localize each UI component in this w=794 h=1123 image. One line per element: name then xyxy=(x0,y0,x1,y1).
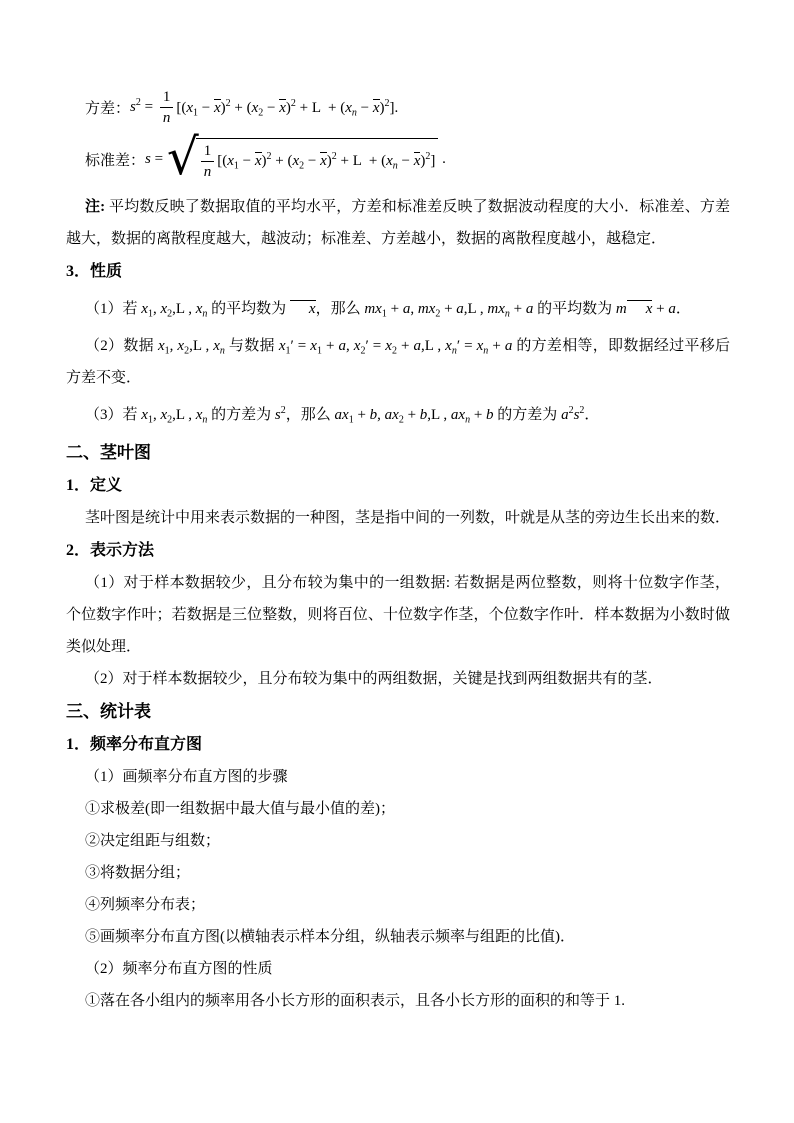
heading-definition: 1．定义 xyxy=(66,477,123,494)
histogram-property-1: ①落在各小组内的频率用各小长方形的面积表示，且各小长方形的面积的和等于 1. xyxy=(85,993,626,1009)
histogram-step-1: ①求极差(即一组数据中最大值与最小值的差)； xyxy=(85,801,395,817)
document-content xyxy=(66,86,730,1017)
histogram-steps-intro: （1）画频率分布直方图的步骤 xyxy=(85,769,288,785)
heading-properties: 3．性质 xyxy=(66,263,123,280)
heading-section-stem-leaf: 二、茎叶图 xyxy=(66,443,151,462)
property-item-2: （2）数据 $x_1$, $x_2,L$ , $x_n$ 与数据 $x_1' = x_1 + a$, $x_2' = x_2 + a,L$ , $x_n' = x_n + a$ 的方差相等，即数据经过平移后方差不变． xyxy=(66,338,730,386)
method-item-1: （1）对于样本数据较少，且分布较为集中的一组数据: 若数据是两位整数，则将十位数字作茎，个位数字作叶；若数据是三位整数，则将百位、十位数字作茎，个位数字作叶．样本数据为小数时做类似处理． xyxy=(66,575,730,655)
property-item-3: （3）若 $x_1$, $x_2,L$ , $x_n$ 的方差为 $s^2$，那么 $ax_1 + b$, $ax_2 + b,L$ , $ax_n + b$ 的方差为 $a^2s^2$． xyxy=(85,405,600,426)
property-item-1: （1）若 $x_1$, $x_2,L$ , $x_n$ 的平均数为 x，那么 $mx_1 + a$, $mx_2 + a,L$ , $mx_n + a$ 的平均数为 m x + a． xyxy=(85,301,691,320)
histogram-step-3: ③将数据分组； xyxy=(85,865,191,881)
histogram-step-4: ④列频率分布表； xyxy=(85,897,206,913)
histogram-properties-intro: （2）频率分布直方图的性质 xyxy=(85,961,273,977)
heading-frequency-histogram: 1．频率分布直方图 xyxy=(66,736,203,753)
method-item-2: （2）对于样本数据较少，且分布较为集中的两组数据，关键是找到两组数据共有的茎． xyxy=(85,671,663,687)
stddev-formula-line: 标准差： s = √ $\frac{1}{n}$ $[(x_1 - x)^2 + (x_2 - x)^2 + L + (x_n - x)^2]$ . xyxy=(85,128,446,186)
heading-section-statistical-tables: 三、统计表 xyxy=(66,702,151,721)
variance-formula-line: 方差： $s^2$ = $\frac{1}{n}$ $[(x_1 - x)^2 + (x_2 - x)^2 + L + (x_n - x)^2]$. xyxy=(85,89,399,126)
heading-representation-method: 2．表示方法 xyxy=(66,542,155,559)
definition-paragraph: 茎叶图是统计中用来表示数据的一种图，茎是指中间的一列数，叶就是从茎的旁边生长出来的数． xyxy=(85,510,731,526)
note-paragraph: 注: 平均数反映了数据取值的平均水平，方差和标准差反映了数据波动程度的大小．标准差、方差越大，数据的离散程度越大，越波动；标准差、方差越小，数据的离散程度越小，越稳定． xyxy=(66,199,730,247)
histogram-step-2: ②决定组距与组数； xyxy=(85,833,221,849)
histogram-step-5: ⑤画频率分布直方图(以横轴表示样本分组，纵轴表示频率与组距的比值)． xyxy=(85,929,575,945)
